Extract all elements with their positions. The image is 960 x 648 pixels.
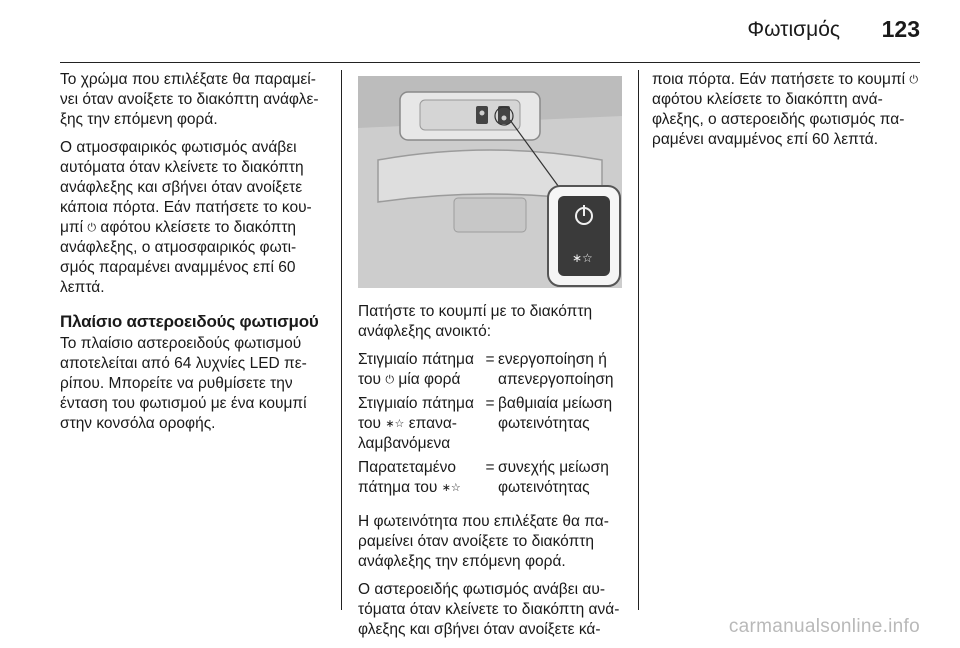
- column-divider-2: [638, 70, 639, 610]
- row-3-action: [358, 458, 482, 502]
- svg-text:∗☆: ∗☆: [572, 251, 593, 265]
- star-light-icon: ∗☆: [441, 481, 461, 494]
- row-2-action-b: επανα-λαμβανόμενα: [358, 415, 457, 452]
- power-icon: ⏻: [909, 73, 919, 86]
- page-title: Φωτισμός: [747, 18, 840, 41]
- row-2-equals: =: [485, 395, 495, 412]
- watermark: carmanualsonline.info: [728, 616, 920, 637]
- paragraph-star-light-auto-continued: [652, 70, 924, 150]
- column-divider-1: [341, 70, 342, 610]
- paragraph-color-retained: Το χρώμα που επιλέξατε θα παραμεί-νει όταν ανοίξετε το διακόπτη ανάφλε-ξης την επόμενη φορά.: [60, 71, 319, 128]
- paragraph-star-light-intro: Το πλαίσιο αστεροειδούς φωτισμού αποτελείται από 64 λυχνίες LED πε-ρίπου. Μπορείτε να ρυθμίσετε την ένταση του φωτισμού με ένα κουμπί στην κονσόλα οροφής.: [60, 335, 307, 432]
- row-1-result: ενεργοποίηση ή απενεργοποίηση: [498, 351, 614, 388]
- power-icon: ⏻: [385, 373, 395, 386]
- table-row: [358, 394, 626, 458]
- row-3-action-a: Παρατεταμένο πάτημα του: [358, 459, 457, 496]
- paragraph-press-button-intro: Πατήστε το κουμπί με το διακόπτη ανάφλεξης ανοικτό:: [358, 303, 593, 340]
- row-2-action: [358, 394, 482, 458]
- column-3: [652, 70, 924, 158]
- paragraph-star-light-auto: Ο αστεροειδής φωτισμός ανάβει αυ-τόματα όταν κλείνετε το διακόπτη ανά-φλεξης και σβήνει όταν ανοίξετε κά-: [358, 581, 620, 638]
- header-rule: [60, 62, 920, 63]
- paragraph-ambient-auto-b: αφότου κλείσετε το διακόπτη ανάφλεξης, ο ατμοσφαιρικός φωτι-σμός παραμένει αναμμένος επί 60 λεπτά.: [60, 219, 297, 296]
- row-3-equals: =: [485, 459, 495, 476]
- row-3-result: συνεχής μείωση φωτεινότητας: [498, 459, 609, 496]
- table-row: [358, 458, 626, 502]
- paragraph-continued-a: ποια πόρτα. Εάν πατήσετε το κουμπί: [652, 71, 906, 88]
- roof-console-illustration: [358, 76, 622, 288]
- table-row: [358, 350, 626, 394]
- paragraph-continued-b: αφότου κλείσετε το διακόπτη ανά-φλεξης, ο αστεροειδής φωτισμός πα-ραμένει αναμμένος επί 60 λεπτά.: [652, 91, 905, 148]
- row-1-action: [358, 350, 482, 394]
- row-1-equals: =: [485, 351, 495, 368]
- power-icon: ⏻: [87, 221, 97, 234]
- section-heading-star-light: Πλαίσιο αστεροειδούς φωτισμού: [60, 312, 319, 331]
- row-1-action-b: μία φορά: [398, 371, 461, 388]
- roof-console-drawing: [358, 76, 622, 288]
- page-number: 123: [881, 16, 920, 42]
- paragraph-brightness-retained: Η φωτεινότητα που επιλέξατε θα πα-ραμείνει όταν ανοίξετε το διακόπτη ανάφλεξης την επόμενη φορά.: [358, 513, 609, 570]
- star-light-icon: ∗☆: [385, 417, 405, 430]
- row-2-result: βαθμιαία μείωση φωτεινότητας: [498, 395, 613, 432]
- paragraph-ambient-auto-a: Ο ατμοσφαιρικός φωτισμός ανάβει αυτόματα όταν κλείνετε το διακόπτη ανάφλεξης και σβήνει όταν ανοίξετε κάποια πόρτα. Εάν πατήσετε το κου-μπί: [60, 139, 312, 236]
- operation-table: [358, 350, 626, 502]
- row-1-action-a: Στιγμιαίο πάτημα του: [358, 351, 474, 388]
- column-2: [358, 70, 626, 648]
- paragraph-ambient-auto: [60, 138, 328, 298]
- row-2-action-a: Στιγμιαίο πάτημα του: [358, 395, 474, 432]
- page-header: [0, 0, 960, 62]
- column-1: [60, 70, 328, 442]
